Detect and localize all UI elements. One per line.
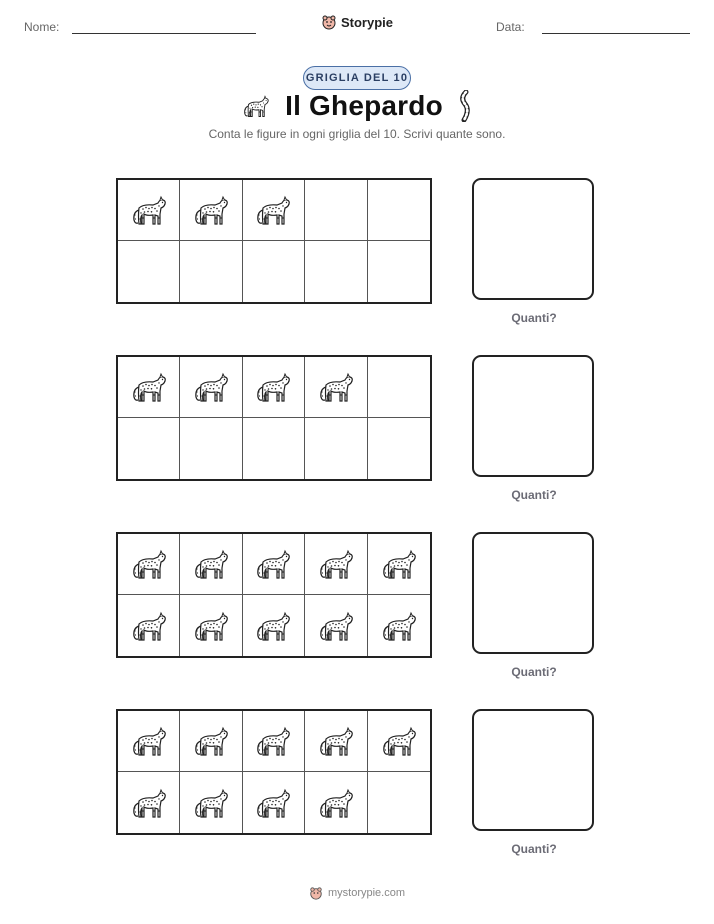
brand: [0, 14, 714, 35]
cheetah-icon: [129, 606, 169, 646]
ten-frame-cell: [368, 241, 430, 302]
ten-frame-cell: [243, 357, 305, 418]
cheetah-tail-icon: [457, 90, 473, 122]
ten-frame-cell: [118, 357, 180, 418]
cheetah-icon: [191, 544, 231, 584]
ten-frame-cell: [118, 534, 180, 595]
answer-box[interactable]: [472, 178, 594, 300]
cheetah-icon: [129, 367, 169, 407]
footer: [0, 886, 714, 905]
ten-frame-cell: [305, 241, 367, 302]
cheetah-icon: [129, 190, 169, 230]
cheetah-icon: [253, 544, 293, 584]
ten-frame-cell: [180, 241, 242, 302]
ten-frame: [116, 532, 432, 658]
storypie-logo-icon: [309, 886, 323, 900]
ten-frame-cell: [243, 711, 305, 772]
cheetah-icon: [241, 91, 271, 121]
cheetah-icon: [379, 544, 419, 584]
answer-box[interactable]: [472, 709, 594, 831]
ten-frame-cell: [305, 595, 367, 656]
ten-frame-cell: [305, 534, 367, 595]
answer-box[interactable]: [472, 355, 594, 477]
answer-label: Quanti?: [511, 311, 557, 325]
date-line[interactable]: [542, 33, 690, 34]
cheetah-icon: [316, 367, 356, 407]
cheetah-icon: [191, 721, 231, 761]
ten-frame: [116, 178, 432, 304]
ten-frame-cell: [180, 534, 242, 595]
ten-frame-cell: [243, 595, 305, 656]
cheetah-icon: [316, 544, 356, 584]
cheetah-icon: [253, 367, 293, 407]
ten-frame: [116, 355, 432, 481]
ten-frame-cell: [180, 595, 242, 656]
page-title: Il Ghepardo: [285, 90, 443, 121]
ten-frame-cell: [118, 772, 180, 833]
ten-frame-cell: [305, 357, 367, 418]
ten-frame-cell: [118, 418, 180, 479]
ten-frame-cell: [180, 711, 242, 772]
ten-frame-cell: [305, 711, 367, 772]
cheetah-icon: [379, 606, 419, 646]
cheetah-icon: [129, 721, 169, 761]
ten-frame-cell: [180, 180, 242, 241]
ten-frame-cell: [305, 180, 367, 241]
answer-box[interactable]: [472, 532, 594, 654]
ten-frame-cell: [368, 180, 430, 241]
cheetah-icon: [191, 783, 231, 823]
ten-frame-cell: [368, 711, 430, 772]
ten-frame-cell: [180, 772, 242, 833]
cheetah-icon: [316, 721, 356, 761]
cheetah-icon: [129, 544, 169, 584]
ten-frame-cell: [118, 711, 180, 772]
ten-frame-cell: [368, 595, 430, 656]
cheetah-icon: [316, 783, 356, 823]
date-label: Data:: [496, 20, 525, 34]
ten-frame-cell: [243, 180, 305, 241]
title-row: [0, 90, 714, 122]
brand-name: Storypie: [340, 14, 393, 30]
answer-label: Quanti?: [511, 488, 557, 502]
cheetah-icon: [253, 606, 293, 646]
ten-frame-cell: [118, 241, 180, 302]
ten-frame-cell: [243, 241, 305, 302]
cheetah-icon: [253, 783, 293, 823]
ten-frame: [116, 709, 432, 835]
cheetah-icon: [129, 783, 169, 823]
ten-frame-cell: [368, 772, 430, 833]
ten-frame-cell: [368, 357, 430, 418]
instructions: Conta le figure in ogni griglia del 10. Scrivi quante sono.: [208, 127, 506, 141]
ten-frame-cell: [368, 534, 430, 595]
ten-frame-cell: [368, 418, 430, 479]
worksheet-badge: GRIGLIA DEL 10: [303, 66, 411, 90]
ten-frame-cell: [180, 418, 242, 479]
answer-label: Quanti?: [511, 665, 557, 679]
storypie-logo-icon: [321, 14, 337, 30]
answer-label: Quanti?: [511, 842, 557, 856]
ten-frame-cell: [118, 595, 180, 656]
cheetah-icon: [191, 606, 231, 646]
ten-frame-cell: [243, 772, 305, 833]
ten-frame-cell: [243, 418, 305, 479]
name-label: Nome:: [24, 20, 60, 34]
ten-frame-cell: [118, 180, 180, 241]
cheetah-icon: [253, 721, 293, 761]
cheetah-icon: [379, 721, 419, 761]
footer-url[interactable]: mystorypie.com: [327, 887, 406, 899]
cheetah-icon: [253, 190, 293, 230]
cheetah-icon: [316, 606, 356, 646]
cheetah-icon: [191, 367, 231, 407]
ten-frame-cell: [305, 772, 367, 833]
cheetah-icon: [191, 190, 231, 230]
ten-frame-cell: [305, 418, 367, 479]
ten-frame-cell: [180, 357, 242, 418]
ten-frame-cell: [243, 534, 305, 595]
